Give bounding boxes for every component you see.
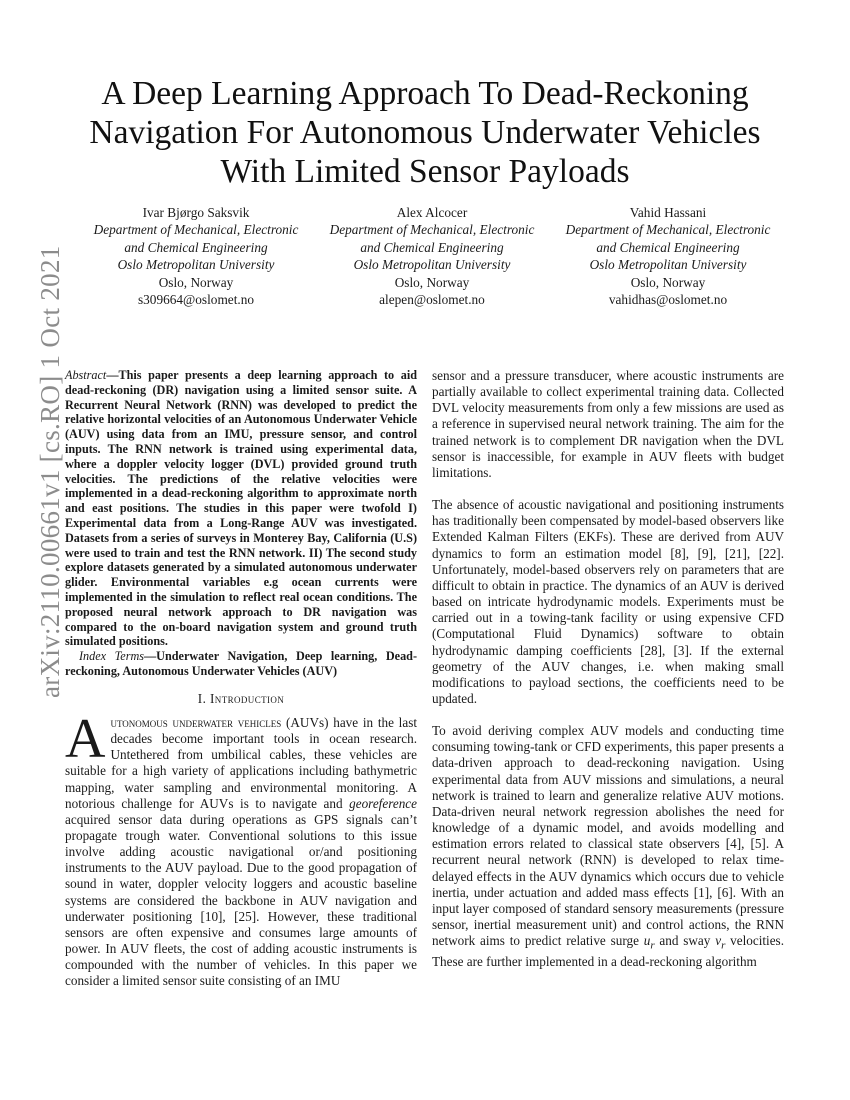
author-department: and Chemical Engineering [596, 239, 740, 255]
author-name: Alex Alcocer [396, 205, 468, 220]
math-subscript: r [650, 939, 655, 952]
author-3 [550, 204, 786, 308]
section-number: I. [197, 690, 207, 706]
author-department: and Chemical Engineering [124, 239, 268, 255]
title-line: Navigation For Autonomous Underwater Vehicles [89, 114, 761, 151]
body-text: velocities. These are further implemented in a dead-reckoning algorithm [432, 933, 784, 969]
section-heading [65, 691, 417, 707]
author-name: Ivar Bjørgo Saksvik [142, 205, 250, 220]
author-email: vahidhas@oslomet.no [608, 292, 728, 308]
paper-title [60, 74, 790, 191]
body-text: To avoid deriving complex AUV models and conducting time consuming towing-tank or CFD experiments, this paper presents a data-driven approach to dead-reckoning navigation. Using experimental data from AUV missions and simulations, a neural network is trained to learn and generalize relative AUV motions. Data-driven neural network regression abolishes the need for knowledge of a dynamic model, and avoids modelling and estimation errors related to classical state observers [4], [5]. A recurrent neural network (RNN) is developed to relax time-delayed effects in the AUV dynamics which occurs due to vehicle inertia, under actuation and added mass effects [1], [6]. With an input layer composed of standard sensory measurements (pressure sensor, inertial measurement unit) and control actions, the RNN network aims to predict relative surge [432, 723, 784, 949]
abstract-text: —This paper presents a deep learning approach to aid dead-reckoning (DR) navigation using a limited sensor suite. A Recurrent Neural Network (RNN) was developed to predict the relative horizontal velocities of an Autonomous Underwater Vehicle (AUV) using data from an IMU, pressure sensor, and control inputs. The RNN network is trained using experimental data, where a doppler velocity logger (DVL) provided ground truth velocities. The predictions of the relative velocities were implemented in a dead-reckoning algorithm to approximate north and east positions. The studies in this paper were twofold I) Experimental data from a Long-Range AUV was investigated. Datasets from a series of surveys in Monterey Bay, California (U.S) were used to train and test the RNN network. II) The second study explore datasets generated by a simulated autonomous underwater glider. Environmental variables e.g ocean currents were implemented in the simulation to reflect real ocean conditions. The proposed neural network approach to DR navigation was compared to the on-board navigation system and ground truth simulated positions. [65, 368, 417, 649]
right-column [432, 368, 784, 970]
author-location: Oslo, Norway [394, 274, 470, 290]
abstract [65, 368, 417, 649]
author-email: s309664@oslomet.no [137, 292, 255, 308]
author-university: Oslo Metropolitan University [117, 257, 275, 273]
intro-paragraph [65, 707, 417, 990]
index-terms [65, 649, 417, 679]
author-location: Oslo, Norway [158, 274, 234, 290]
author-location: Oslo, Norway [630, 274, 706, 290]
math-symbol: u [643, 933, 651, 949]
author-university: Oslo Metropolitan University [589, 257, 747, 273]
author-department: Department of Mechanical, Electronic [329, 222, 535, 238]
index-terms-text: —Underwater Navigation, Deep learning, Dead-reckoning, Autonomous Underwater Vehicles (AUV) [65, 649, 417, 678]
author-department: Department of Mechanical, Electronic [93, 222, 299, 238]
author-email: alepen@oslomet.no [379, 292, 485, 308]
body-paragraph [432, 723, 784, 970]
author-university: Oslo Metropolitan University [353, 257, 511, 273]
left-column [65, 368, 417, 990]
intro-text: acquired sensor data during operations as GPS signals can’t propagate trough water. Conventional solutions to this issue involve adding acoustic navigational or/and positioning instruments to the AUV payload. Due to the good propagation of sound in water, doppler velocity loggers and acoustic baseline systems are considered the backbone in AUV navigation and underwater positioning [10], [25]. However, these traditional sensors are often expensive and consumes large amounts of power. In AUV fleets, the cost of adding acoustic instruments is compounded with the number of vehicles. In this paper we consider a limited sensor suite consisting of an IMU [65, 811, 417, 989]
author-block [78, 204, 786, 308]
author-1 [78, 204, 314, 308]
body-paragraph: sensor and a pressure transducer, where acoustic instruments are partially available to collect experimental training data. Collected DVL velocity measurements from only a few missions are used as a reference in supervised neural network training. The aim for the trained network is to complement DR navigation when the DVL sensor is inaccessible, for example in AUV fleets with budget limitations. [432, 368, 784, 480]
math-symbol: v [715, 933, 722, 949]
author-2 [314, 204, 550, 308]
index-terms-label: Index Terms [79, 649, 144, 664]
title-line: A Deep Learning Approach To Dead-Reckoning [101, 75, 749, 112]
arxiv-identifier-stamp: arXiv:2110.00661v1 [cs.RO] 1 Oct 2021 [35, 245, 65, 698]
author-department: and Chemical Engineering [360, 239, 504, 255]
drop-cap: A [65, 707, 106, 770]
author-department: Department of Mechanical, Electronic [565, 222, 771, 238]
abstract-label: Abstract [65, 368, 107, 382]
intro-lead-smallcaps: utonomous underwater vehicles [110, 714, 282, 730]
author-name: Vahid Hassani [629, 205, 707, 220]
intro-text: (AUVs) have in the last decades become important tools in ocean research. Untethered from umbilical cables, these vehicles are suitable for a high variety of applications including bathymetric mapping, water sampling and environmental monitoring. A notorious challenge for AUVs is to navigate and [65, 714, 417, 811]
body-paragraph: The absence of acoustic navigational and positioning instruments has traditionally been compensated by model-based observers like Extended Kalman Filters (EKFs). These are derived from AUV dynamics to form an estimation model [8], [9], [21], [22]. Unfortunately, model-based observers rely on parameters that are difficult to obtain in practice. The dynamics of an AUV is derived based on intricate hydrodynamic models. Experiments must be carried out in a towing-tank facility or using expensive CFD (Computational Fluid Dynamics) software to obtain hydrodynamic damping coefficients [28], [3]. If the external geometry of the AUV changes, i.e. when making small modifications to payload sections, the coefficients need to be updated. [432, 497, 784, 706]
math-subscript: r [721, 939, 726, 952]
body-text: and sway [654, 933, 716, 949]
title-line: With Limited Sensor Payloads [220, 153, 630, 190]
intro-emphasis: georeference [349, 795, 417, 811]
section-title: Introduction [210, 690, 285, 706]
